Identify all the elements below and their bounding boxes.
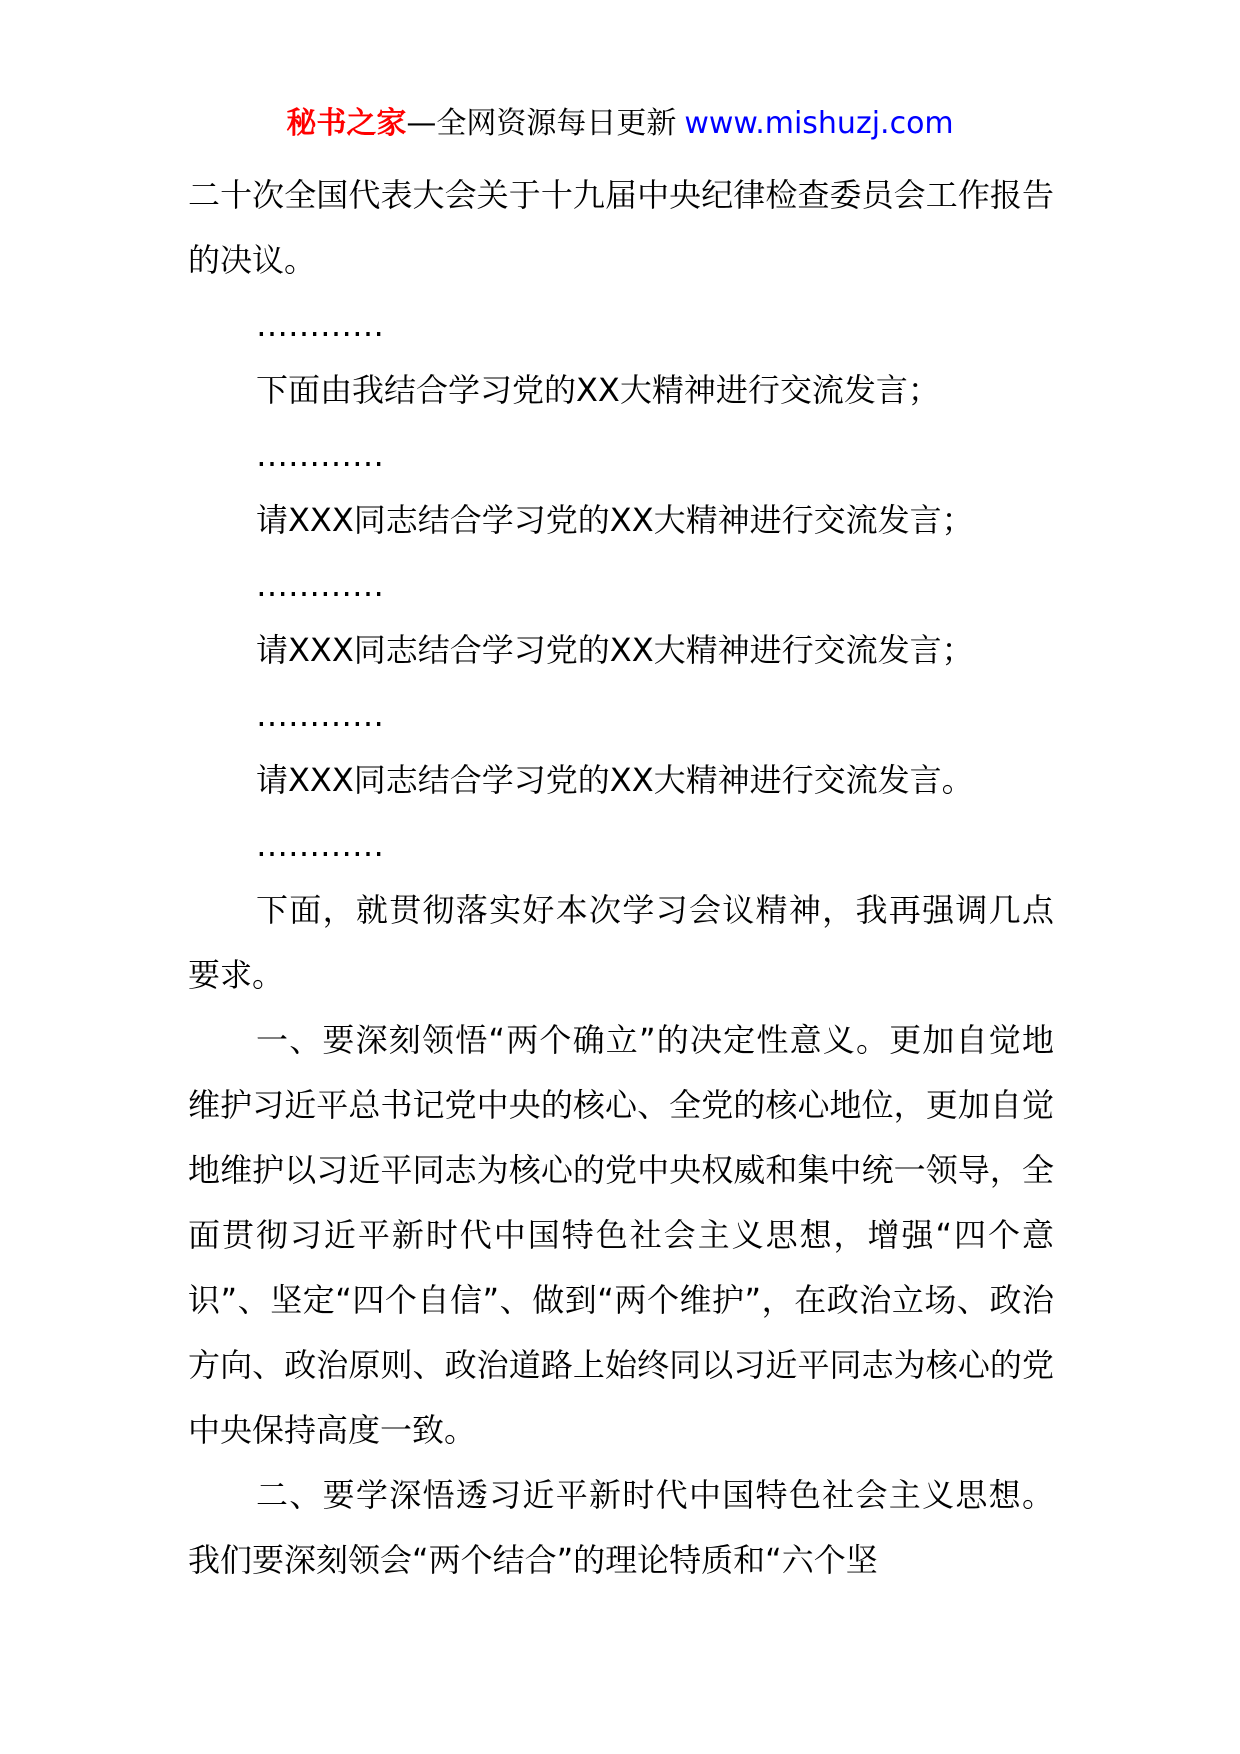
ellipsis-line: …………	[256, 696, 384, 734]
site-brand: 秘书之家	[286, 106, 407, 141]
paragraph-speaker-invite: 请XXX同志结合学习党的XX大精神进行交流发言。	[256, 761, 974, 799]
paragraph-my-speech: 下面由我结合学习党的XX大精神进行交流发言；	[256, 371, 940, 409]
ellipsis-line: …………	[256, 436, 384, 474]
paragraph-requirement-two: 二、要学深悟透习近平新时代中国特色社会主义思想。我们要深刻领会“两个结合”的理论特质和“六个坚	[188, 1476, 1054, 1579]
paragraph-speaker-invite: 请XXX同志结合学习党的XX大精神进行交流发言；	[256, 501, 974, 539]
site-url-link[interactable]: www.mishuzj.com	[684, 106, 954, 141]
paragraph-continued-resolution: 二十次全国代表大会关于十九届中央纪律检查委员会工作报告的决议。	[188, 176, 1054, 279]
ellipsis-line: …………	[256, 306, 384, 344]
ellipsis-line: …………	[256, 826, 384, 864]
site-tagline: —全网资源每日更新	[406, 106, 677, 141]
paragraph-requirements-intro: 下面，就贯彻落实好本次学习会议精神，我再强调几点要求。	[188, 891, 1054, 994]
site-header	[0, 102, 1240, 146]
ellipsis-line: …………	[256, 566, 384, 604]
paragraph-speaker-invite: 请XXX同志结合学习党的XX大精神进行交流发言；	[256, 631, 974, 669]
document-body	[188, 163, 1054, 1593]
paragraph-requirement-one: 一、要深刻领悟“两个确立”的决定性意义。更加自觉地维护习近平总书记党中央的核心、全党的核心地位，更加自觉地维护以习近平同志为核心的党中央权威和集中统一领导，全面贯彻习近平新时代中国特色社会主义思想，增强“四个意识”、坚定“四个自信”、做到“两个维护”，在政治立场、政治方向、政治原则、政治道路上始终同以习近平同志为核心的党中央保持高度一致。	[188, 1021, 1054, 1449]
